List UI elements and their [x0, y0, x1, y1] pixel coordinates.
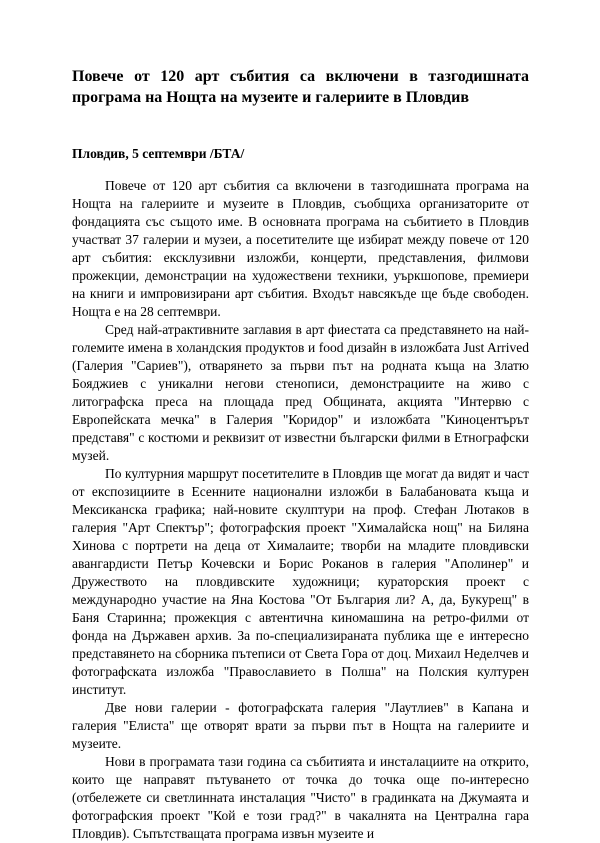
article-dateline: Пловдив, 5 септември /БТА/	[72, 146, 245, 161]
paragraph-4: Две нови галерии - фотографската галерия "Лаутлиев" в Капана и галерия "Елиста" ще отворят врати за първи път в Нощта на галериите и музеите.	[72, 700, 529, 751]
paragraph-2: Сред най-атрактивните заглавия в арт фиестата са представянето на най-големите имена в холандския продуктов и food дизайн в изложбата Just Arrived (Галерия "Сариев"), отварянето за първи път на родната къща на Златю Бояджиев с уникални негови стенописи, демонстрациите на живо с литографска преса на площада пред Общината, акцията "Интервю с Европейската мечка" в Галерия "Коридор" и изложбата "Киноцентърът представя" с костюми и реквизит от известни български филми в Етнографски музей.	[72, 322, 529, 463]
document-page	[72, 66, 529, 843]
article-body	[72, 177, 529, 843]
paragraph-3: По културния маршрут посетителите в Пловдив ще могат да видят и част от експозициите в Есенните национални изложби в Балабановата къща и Мексиканска графика; най-новите скулптури на проф. Стефан Лютаков в галерия "Арт Спектър"; фотографския проект "Хималайска нощ" на Биляна Хинова с портрети на деца от Хималаите; творби на младите пловдивски авангардисти Петър Кочевски и Борис Роканов в галерия "Аполинер" и Дружеството на пловдивските художници; кураторския проект с международно участие на Яна Костова "От България ли? А, да, Букурещ" в Баня Старинна; прожекция с автентична киномашина на ретро-филми от фонда на Държавен архив. За по-специализираната публика ще е интересно представянето на сборника пътеписи от Света Гора от доц. Михаил Неделчев и фотографската изложба "Православието в Полша" на Полския културен институт.	[72, 466, 529, 697]
article-title: Повече от 120 арт събития са включени в тазгодишната програма на Нощта на музеите и галериите в Пловдив	[72, 68, 529, 106]
paragraph-5: Нови в програмата тази година са събитията и инсталациите на открито, които ще направят пътуването от точка до точка още по-интересно (отбележете си светлинната инсталация "Чисто" в градинката на Джумаята и фотографския проект "Кой е този град?" в чакалнята на Централна гара Пловдив). Съпътстващата програма извън музеите и	[72, 754, 529, 841]
paragraph-1: Повече от 120 арт събития са включени в тазгодишната програма на Нощта на галериите и музеите в Пловдив, съобщиха организаторите от фондацията със същото име. В основната програма на събитието в Пловдив участват 37 галерии и музеи, а посетителите ще избират между повече от 120 арт събития: ексклузивни изложби, концерти, представления, филмови прожекции, демонстрации на художествени техники, уъркшопове, премиери на книги и импровизирани арт събития. Входът навсякъде ще бъде свободен. Нощта е на 28 септември.	[72, 178, 529, 319]
